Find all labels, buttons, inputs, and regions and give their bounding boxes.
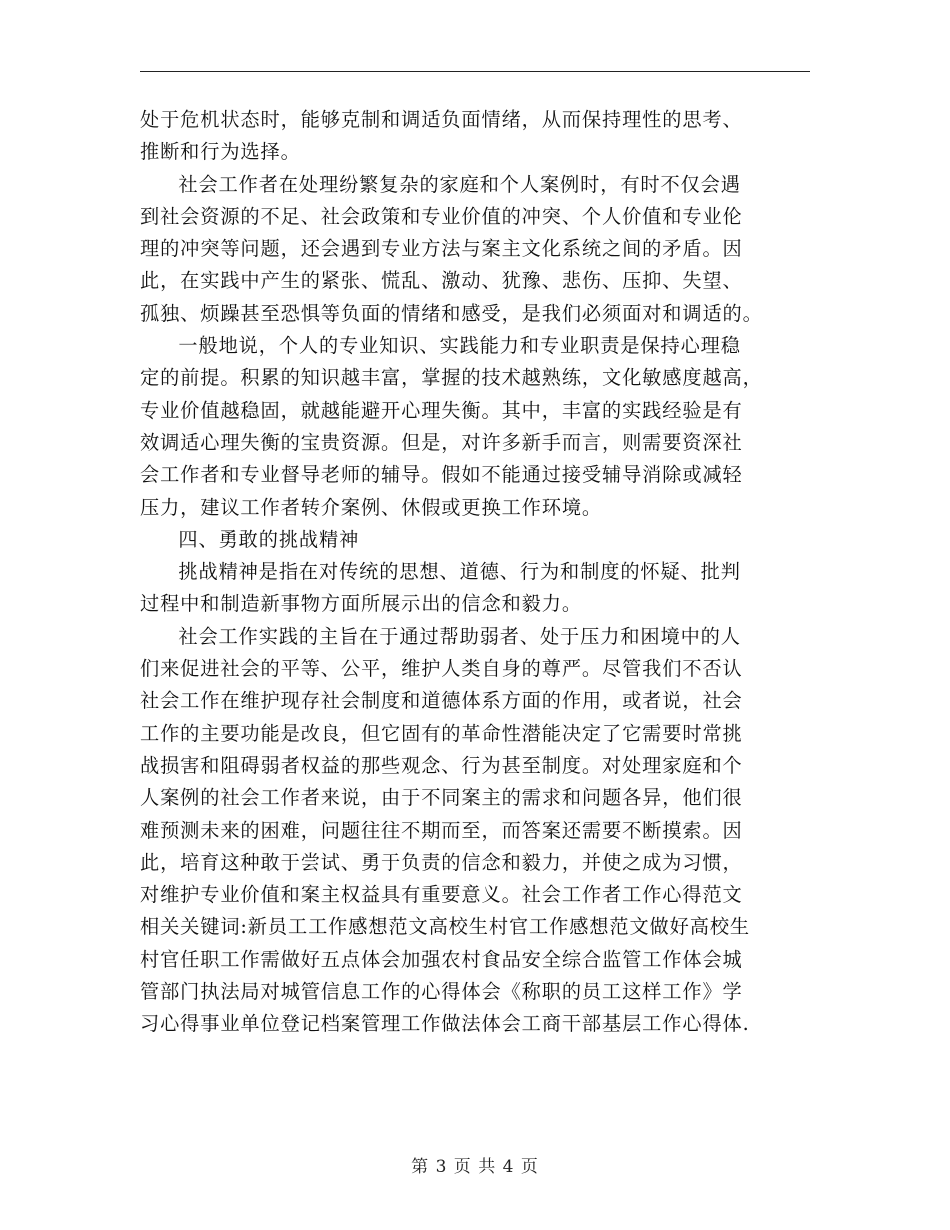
text-line: 此，在实践中产生的紧张、慌乱、激动、犹豫、悲伤、压抑、失望、 [140,269,743,293]
text-line: 社会工作者在处理纷繁复杂的家庭和个人案例时，有时不仅会遇 [178,172,741,196]
text-line: 工作的主要功能是改良，但它固有的革命性潜能决定了它需要时常挑 [140,721,743,745]
text-line: 效调适心理失衡的宝贵资源。但是，对许多新手而言，则需要资深社 [140,430,743,454]
text-line: 战损害和阻碍弱者权益的那些观念、行为甚至制度。对处理家庭和个 [140,753,743,777]
text-line: 四、勇敢的挑战精神 [178,527,360,551]
text-line: 处于危机状态时，能够克制和调适负面情绪，从而保持理性的思考、 [140,108,743,131]
text-line: 习心得事业单位登记档案管理工作做法体会工商干部基层工作心得体. [140,1012,750,1036]
text-line: 会工作者和专业督导老师的辅导。假如不能通过接受辅导消除或减轻 [140,463,743,487]
text-line: 对维护专业价值和案主权益具有重要意义。社会工作者工作心得范文 [140,883,743,907]
text-line: 孤独、烦躁甚至恐惧等负面的情绪和感受，是我们必须面对和调适的。 [140,301,763,325]
text-line: 村官任职工作需做好五点体会加强农村食品安全综合监管工作体会城 [140,947,743,971]
text-line: 挑战精神是指在对传统的思想、道德、行为和制度的怀疑、批判 [178,560,741,584]
page-footer: 第 3 页 共 4 页 [411,1157,539,1177]
text-line: 难预测未来的困难，问题往往不期而至，而答案还需要不断摸索。因 [140,818,743,842]
text-line: 到社会资源的不足、社会政策和专业价值的冲突、个人价值和专业伦 [140,204,743,228]
text-line: 压力，建议工作者转介案例、休假或更换工作环境。 [140,495,603,519]
text-line: 一般地说，个人的专业知识、实践能力和专业职责是保持心理稳 [178,334,741,358]
document-body [140,104,820,1041]
text-line: 专业价值越稳固，就越能避开心理失衡。其中，丰富的实践经验是有 [140,398,743,422]
text-line: 推断和行为选择。 [140,140,301,164]
text-line: 定的前提。积累的知识越丰富，掌握的技术越熟练，文化敏感度越高， [140,366,763,390]
text-line: 过程中和制造新事物方面所展示出的信念和毅力。 [140,592,582,616]
text-line: 人案例的社会工作者来说，由于不同案主的需求和问题各异，他们很 [140,786,743,810]
text-line: 们来促进社会的平等、公平，维护人类自身的尊严。尽管我们不否认 [140,657,743,681]
text-line: 社会工作实践的主旨在于通过帮助弱者、处于压力和困境中的人 [178,624,741,648]
text-line: 相关关键词:新员工工作感想范文高校生村官工作感想范文做好高校生 [140,915,750,939]
text-line: 理的冲突等问题，还会遇到专业方法与案主文化系统之间的矛盾。因 [140,237,743,261]
text-line: 管部门执法局对城管信息工作的心得体会《称职的员工这样工作》学 [140,980,743,1004]
text-line: 社会工作在维护现存社会制度和道德体系方面的作用，或者说，社会 [140,689,743,713]
header-rule [140,71,810,72]
text-line: 此，培育这种敢于尝试、勇于负责的信念和毅力，并使之成为习惯， [140,850,743,874]
